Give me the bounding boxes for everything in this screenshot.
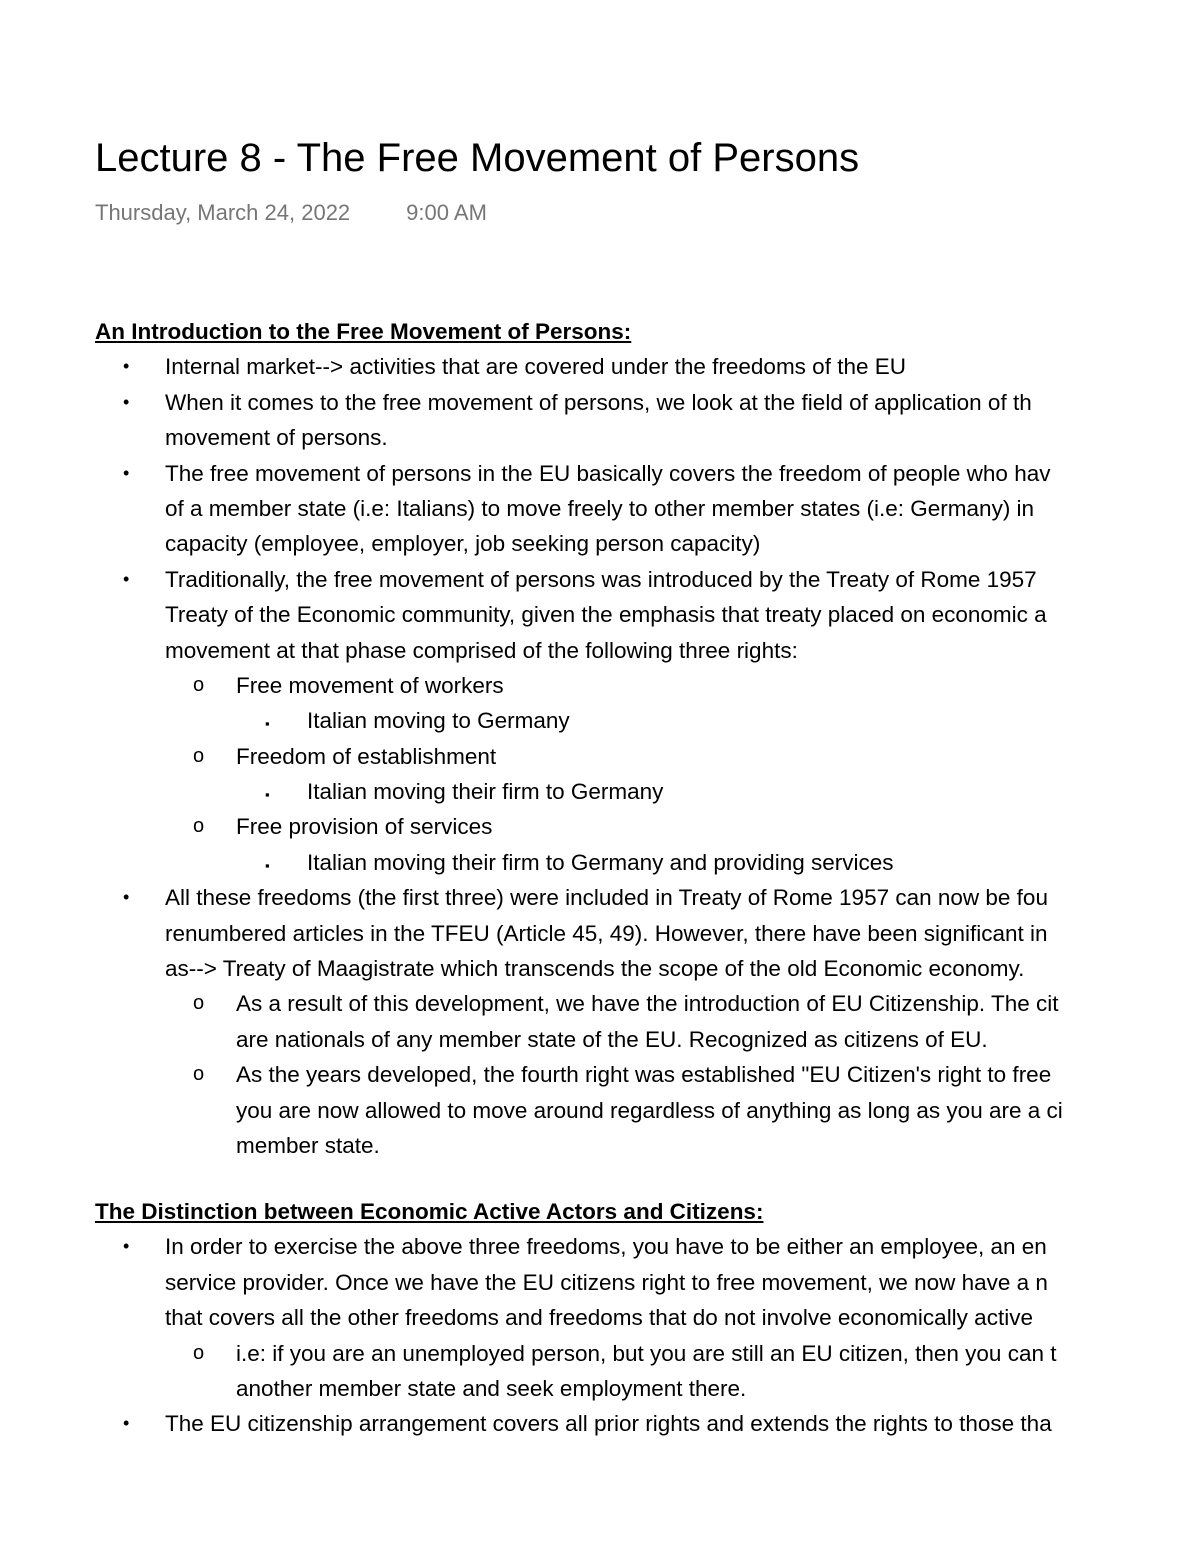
sub-list-item-continuation: another member state and seek employment there. — [236, 1375, 747, 1401]
sub-list-item-continuation: member state. — [236, 1132, 380, 1158]
sub-list-item-continuation: you are now allowed to move around regardless of anything as long as you are a ci — [236, 1097, 1063, 1123]
circle-bullet-icon: o — [193, 673, 205, 696]
page-date: Thursday, March 24, 2022 — [95, 200, 351, 225]
sub-list-item: o Free provision of services — [95, 809, 1200, 844]
section-distinction — [95, 1194, 1200, 1442]
square-bullet-icon: ▪ — [265, 716, 270, 732]
list-item: • Internal market--> activities that are covered under the freedoms of the EU — [95, 349, 1200, 384]
list-item-continuation: of a member state (i.e: Italians) to move freely to other member states (i.e: Germany) in — [165, 495, 1035, 521]
list-item: • In order to exercise the above three freedoms, you have to be either an employee, an en — [95, 1229, 1200, 1264]
sub-list-item: o As the years developed, the fourth right was established "EU Citizen's right to free — [95, 1057, 1200, 1092]
list-item: • The EU citizenship arrangement covers all prior rights and extends the rights to those tha — [95, 1406, 1200, 1441]
list-item: • Traditionally, the free movement of persons was introduced by the Treaty of Rome 1957 — [95, 562, 1200, 597]
circle-bullet-icon: o — [193, 815, 205, 838]
page-meta — [95, 198, 487, 228]
list-item-continuation: Treaty of the Economic community, given the emphasis that treaty placed on economic a — [165, 602, 1047, 628]
circle-bullet-icon: o — [193, 1063, 205, 1086]
list-item: • When it comes to the free movement of persons, we look at the field of application of th — [95, 385, 1200, 420]
circle-bullet-icon: o — [193, 992, 205, 1015]
sub-sub-list-item: ▪ Italian moving their firm to Germany and providing services — [95, 845, 1200, 880]
bullet-icon: • — [123, 391, 130, 412]
sub-list-item: o Freedom of establishment — [95, 739, 1200, 774]
list-item-continuation: movement at that phase comprised of the following three rights: — [165, 637, 798, 663]
square-bullet-icon: ▪ — [265, 787, 270, 803]
bullet-icon: • — [123, 356, 130, 377]
list-item-continuation: movement of persons. — [165, 425, 388, 451]
sub-list-item: o Free movement of workers — [95, 668, 1200, 703]
circle-bullet-icon: o — [193, 744, 205, 767]
section-introduction — [95, 314, 1200, 1163]
list-item-continuation: as--> Treaty of Maagistrate which transcends the scope of the old Economic economy. — [165, 956, 1025, 982]
square-bullet-icon: ▪ — [265, 857, 270, 873]
sub-list-item-continuation: are nationals of any member state of the EU. Recognized as citizens of EU. — [236, 1026, 988, 1052]
sub-sub-list-item: ▪ Italian moving to Germany — [95, 703, 1200, 738]
sub-list-item: o i.e: if you are an unemployed person, but you are still an EU citizen, then you can t — [95, 1336, 1200, 1371]
sub-sub-list-item: ▪ Italian moving their firm to Germany — [95, 774, 1200, 809]
bullet-icon: • — [123, 462, 130, 483]
list-item-continuation: service provider. Once we have the EU citizens right to free movement, we now have a n — [165, 1269, 1048, 1295]
section-heading: The Distinction between Economic Active Actors and Citizens: — [95, 1199, 764, 1224]
sub-list-item: o As a result of this development, we have the introduction of EU Citizenship. The cit — [95, 986, 1200, 1021]
page-title: Lecture 8 - The Free Movement of Persons — [95, 136, 860, 180]
bullet-icon: • — [123, 568, 130, 589]
list-item: • All these freedoms (the first three) were included in Treaty of Rome 1957 can now be fou — [95, 880, 1200, 915]
list-item-continuation: renumbered articles in the TFEU (Article 45, 49). However, there have been significant in — [165, 920, 1048, 946]
list-item: • The free movement of persons in the EU basically covers the freedom of people who hav — [95, 456, 1200, 491]
page-time: 9:00 AM — [406, 200, 487, 225]
bullet-icon: • — [123, 887, 130, 908]
bullet-icon: • — [123, 1413, 130, 1434]
bullet-icon: • — [123, 1236, 130, 1257]
list-item-continuation: capacity (employee, employer, job seeking person capacity) — [165, 531, 761, 557]
list-item-continuation: that covers all the other freedoms and freedoms that do not involve economically active — [165, 1305, 1033, 1331]
section-heading: An Introduction to the Free Movement of Persons: — [95, 319, 632, 344]
circle-bullet-icon: o — [193, 1341, 205, 1364]
